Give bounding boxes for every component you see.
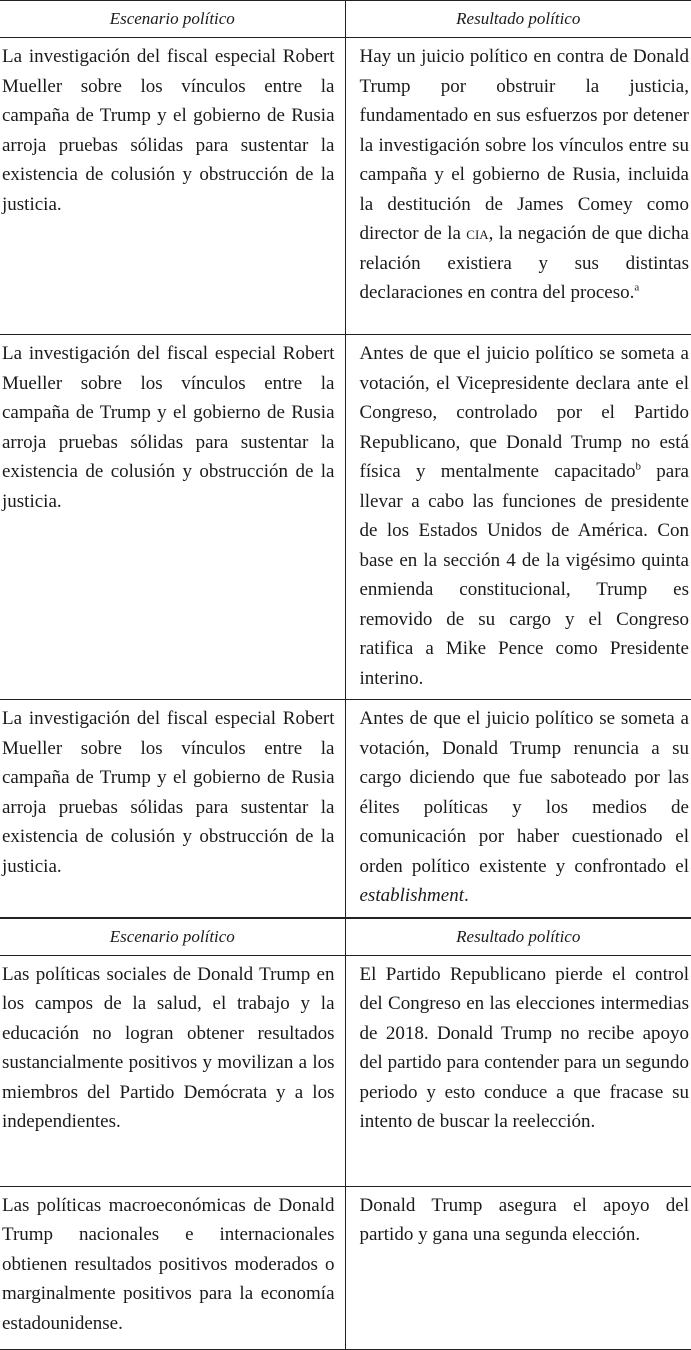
result-acronym: cia — [466, 223, 489, 244]
result-cell — [345, 700, 691, 918]
footnote-marker: b — [635, 460, 641, 473]
table-header-row — [0, 918, 691, 955]
header-scenario: Escenario político — [0, 918, 345, 955]
result-cell: El Partido Republicano pierde el control del Congreso en las elecciones intermedias de 2018. Donald Trump no recibe apoyo del partido para contender para un segundo periodo y esto conduce a que fracase su intento de buscar la reelección. — [345, 955, 691, 1186]
result-text: Antes de que el juicio político se someta a votación, el Vicepresidente declara ante el Congreso, controlado por el Partido Republicano, que Donald Trump no está física y mentalmente capacitado — [359, 343, 689, 482]
table-header-row — [0, 1, 691, 38]
scenario-cell: La investigación del fiscal especial Robert Mueller sobre los vínculos entre la campaña de Trump y el gobierno de Rusia arroja pruebas sólidas para sustentar la existencia de colusión y obstrucción de la justicia. — [0, 335, 345, 700]
result-emphasis: establishment — [359, 885, 464, 906]
header-result: Resultado político — [345, 918, 691, 955]
result-text: Hay un juicio político en contra de Donald Trump por obstruir la justicia, fundamentado en sus esfuerzos por detener la investigación sobre los vínculos entre su campaña y el gobierno de Rusia, incluida la destitución de James Comey como director de la — [359, 46, 689, 244]
table-row — [0, 700, 691, 918]
header-result: Resultado político — [345, 1, 691, 38]
scenario-cell: Las políticas macroeconómicas de Donald Trump nacionales e internacionales obtienen resultados positivos moderados o marginalmente positivos para la economía estadounidense. — [0, 1186, 345, 1349]
result-cell — [345, 335, 691, 700]
footnote-marker: a — [634, 281, 640, 294]
table-row — [0, 335, 691, 700]
scenario-cell: La investigación del fiscal especial Robert Mueller sobre los vínculos entre la campaña de Trump y el gobierno de Rusia arroja pruebas sólidas para sustentar la existencia de colusión y obstrucción de la justicia. — [0, 38, 345, 335]
result-text-end: . — [464, 885, 469, 906]
scenario-cell: Las políticas sociales de Donald Trump en los campos de la salud, el trabajo y la educación no logran obtener resultados sustancialmente positivos y movilizan a los miembros del Partido Demócrata y a los independientes. — [0, 955, 345, 1186]
header-scenario: Escenario político — [0, 1, 345, 38]
scenario-cell: La investigación del fiscal especial Robert Mueller sobre los vínculos entre la campaña de Trump y el gobierno de Rusia arroja pruebas sólidas para sustentar la existencia de colusión y obstrucción de la justicia. — [0, 700, 345, 918]
result-text-end: , la negación de que dicha relación existiera y sus distintas declaraciones en contra del proceso. — [359, 223, 689, 303]
scenario-table-2 — [0, 918, 691, 1350]
table-row — [0, 38, 691, 335]
table-row — [0, 955, 691, 1186]
result-cell — [345, 38, 691, 335]
result-text: Antes de que el juicio político se someta a votación, Donald Trump renuncia a su cargo diciendo que fue saboteado por las élites políticas y los medios de comunicación por haber cuestionado el orden político existente y confrontado el — [359, 708, 689, 877]
result-text-end: para llevar a cabo las funciones de presidente de los Estados Unidos de América. Con base en la sección 4 de la vigésimo quinta enmienda constitucional, Trump es removido de su cargo y el Congreso ratifica a Mike Pence como Presidente interino. — [359, 461, 689, 689]
table-row — [0, 1186, 691, 1349]
result-cell: Donald Trump asegura el apoyo del partido y gana una segunda elección. — [345, 1186, 691, 1349]
